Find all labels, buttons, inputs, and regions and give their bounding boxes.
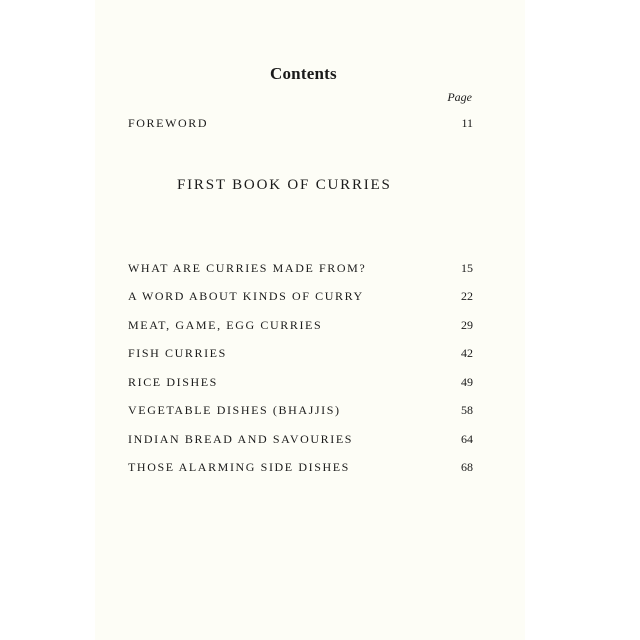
toc-entry-page: 49	[461, 375, 473, 389]
toc-entry-page: 22	[461, 289, 473, 303]
toc-entry	[128, 289, 473, 307]
toc-entry-label: RICE DISHES	[128, 375, 218, 389]
page-column-label: Page	[447, 90, 472, 104]
toc-entry-page: 15	[461, 261, 473, 275]
section-heading: FIRST BOOK OF CURRIES	[177, 177, 392, 193]
toc-entry-label: FOREWORD	[128, 116, 209, 130]
toc-entry-label: MEAT, GAME, EGG CURRIES	[128, 318, 323, 332]
toc-entry-label: WHAT ARE CURRIES MADE FROM?	[128, 261, 367, 275]
toc-entry	[128, 318, 473, 336]
toc-entry	[128, 460, 473, 478]
toc-entry	[128, 375, 473, 393]
toc-entry-page: 42	[461, 346, 473, 360]
page-title: Contents	[270, 64, 337, 83]
toc-entry-page: 29	[461, 318, 473, 332]
toc-entry-foreword	[128, 116, 473, 134]
toc-entry-page: 11	[461, 116, 473, 130]
toc-entry	[128, 403, 473, 421]
toc-entry-page: 58	[461, 403, 473, 417]
toc-entry	[128, 346, 473, 364]
toc-entry-label: A WORD ABOUT KINDS OF CURRY	[128, 289, 364, 303]
toc-entry	[128, 432, 473, 450]
toc-entry-label: THOSE ALARMING SIDE DISHES	[128, 460, 350, 474]
toc-entry-page: 68	[461, 460, 473, 474]
toc-entry-page: 64	[461, 432, 473, 446]
toc-entry-label: INDIAN BREAD AND SAVOURIES	[128, 432, 354, 446]
toc-entry	[128, 261, 473, 279]
toc-entry-label: VEGETABLE DISHES (BHAJJIS)	[128, 403, 341, 417]
toc-entry-label: FISH CURRIES	[128, 346, 227, 360]
